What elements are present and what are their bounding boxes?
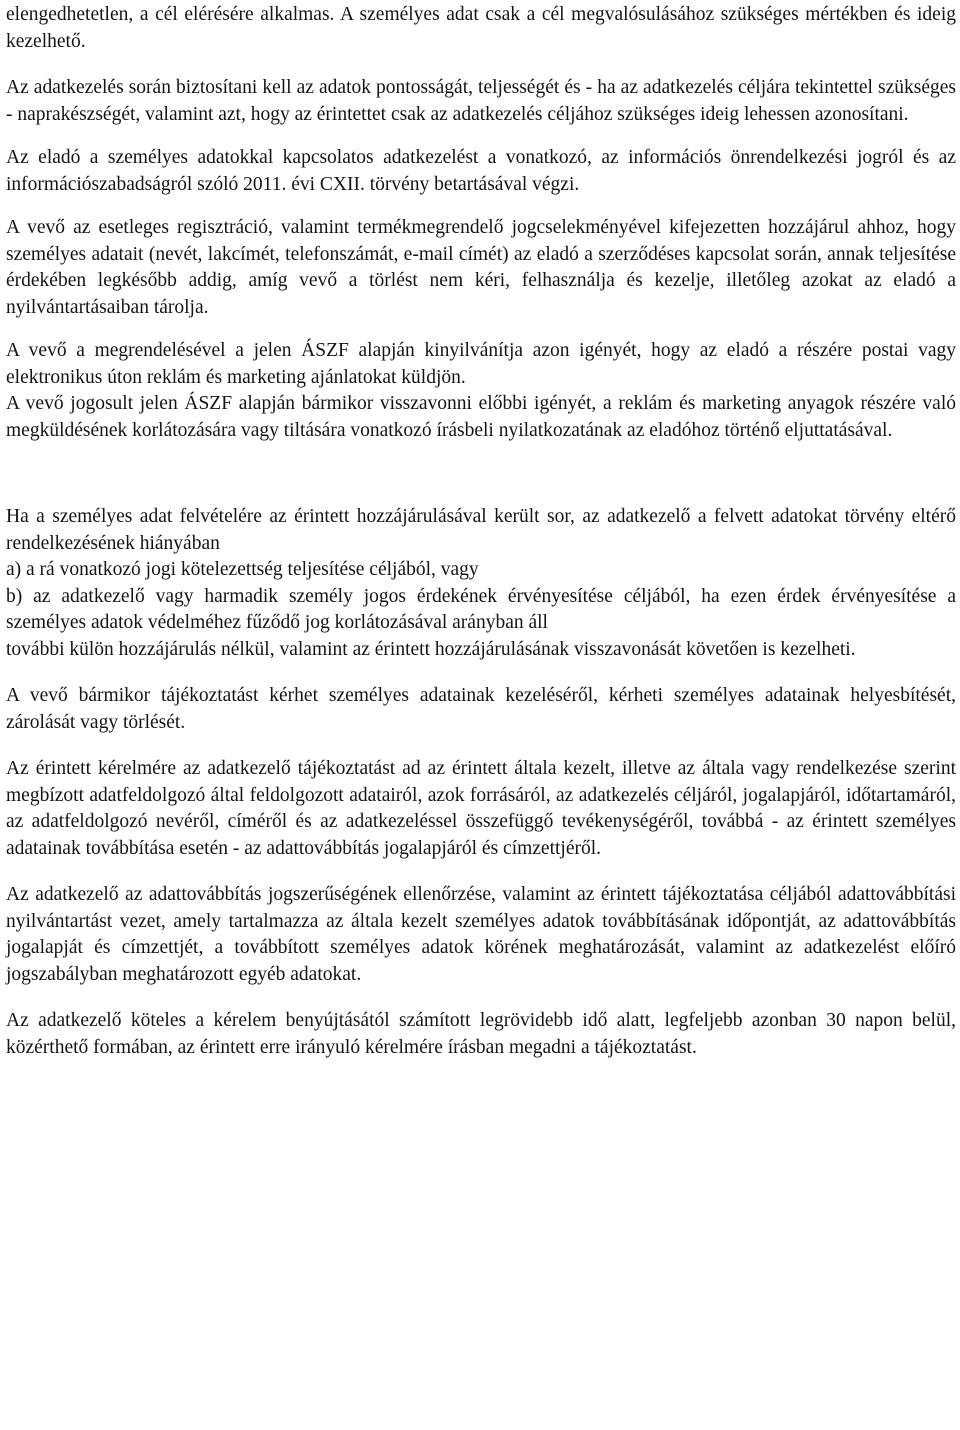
paragraph: további külön hozzájárulás nélkül, valamint az érintett hozzájárulásának visszavonását követően is kezelheti. bbox=[6, 638, 856, 660]
paragraph: Az érintett kérelmére az adatkezelő tájékoztatást ad az érintett általa kezelt, illetve az általa vagy rendelkezése szerint megbízott adatfeldolgozó által feldolgozott adatairól, azok forrásáról, az adatkezelés céljáról, jogalapjáról, időtartamáról, az adatfeldolgozó nevéről, címéről és az adatkezeléssel összefüggő tevékenységéről, továbbá - az érintett személyes adatainak továbbítása esetén - az adattovábbítás jogalapjáról és címzettjéről. bbox=[6, 758, 956, 859]
paragraph: A vevő az esetleges regisztráció, valamint termékmegrendelő jogcselekményével kifejezetten hozzájárul ahhoz, hogy személyes adatait (nevét, lakcímét, telefonszámát, e-mail címét) az eladó a szerződéses kapcsolat során, annak teljesítése érdekében legkésőbb addig, amíg vevő a törlést nem kéri, felhasználja és kezelje, illetőleg azokat az eladó a nyilvántartásaiban tárolja. bbox=[6, 217, 956, 318]
paragraph: Az adatkezelés során biztosítani kell az adatok pontosságát, teljességét és - ha az adatkezelés céljára tekintettel szükséges - naprakészségét, valamint azt, hogy az érintettet csak az adatkezelés céljához szükséges ideig lehessen azonosítani. bbox=[6, 77, 956, 125]
paragraph: Az adatkezelő köteles a kérelem benyújtásától számított legrövidebb idő alatt, legfeljebb azonban 30 napon belül, közérthető formában, az érintett erre irányuló kérelmére írásban megadni a tájékoztatást. bbox=[6, 1010, 956, 1058]
list-item: a) a rá vonatkozó jogi kötelezettség teljesítése céljából, vagy bbox=[6, 559, 479, 580]
paragraph: Az eladó a személyes adatokkal kapcsolatos adatkezelést a vonatkozó, az információs önrendelkezési jogról és az információszabadságról szóló 2011. évi CXII. törvény betartásával végzi. bbox=[6, 147, 956, 195]
list-item: b) az adatkezelő vagy harmadik személy jogos érdekének érvényesítése céljából, ha ezen érdek érvényesítése a személyes adatok védelméhez fűződő jog korlátozásával arányban áll bbox=[6, 585, 956, 633]
paragraph: A vevő jogosult jelen ÁSZF alapján bármikor visszavonni előbbi igényét, a reklám és marketing anyagok részére való megküldésének korlátozására vagy tiltására vonatkozó írásbeli nyilatkozatának az eladóhoz történő eljuttatásával. bbox=[6, 393, 956, 441]
paragraph: A vevő bármikor tájékoztatást kérhet személyes adatainak kezeléséről, kérheti személyes adatainak helyesbítését, zárolását vagy törlését. bbox=[6, 685, 956, 733]
paragraph: Ha a személyes adat felvételére az érintett hozzájárulásával került sor, az adatkezelő a felvett adatokat törvény eltérő rendelkezésének hiányában bbox=[6, 506, 956, 554]
paragraph: Az adatkezelő az adattovábbítás jogszerűségének ellenőrzése, valamint az érintett tájékoztatása céljából adattovábbítási nyilvántartást vezet, amely tartalmazza az általa kezelt személyes adatok továbbításának időpontját, az adattovábbítás jogalapját és címzettjét, a továbbított személyes adatok körének meghatározását, valamint az adatkezelést előíró jogszabályban meghatározott egyéb adatokat. bbox=[6, 884, 956, 985]
paragraph: elengedhetetlen, a cél elérésére alkalmas. A személyes adat csak a cél megvalósulásához szükséges mértékben és ideig kezelhető. bbox=[6, 4, 956, 52]
paragraph: A vevő a megrendelésével a jelen ÁSZF alapján kinyilvánítja azon igényét, hogy az eladó a részére postai vagy elektronikus úton reklám és marketing ajánlatokat küldjön. bbox=[6, 340, 956, 388]
document-page bbox=[6, 2, 956, 1061]
